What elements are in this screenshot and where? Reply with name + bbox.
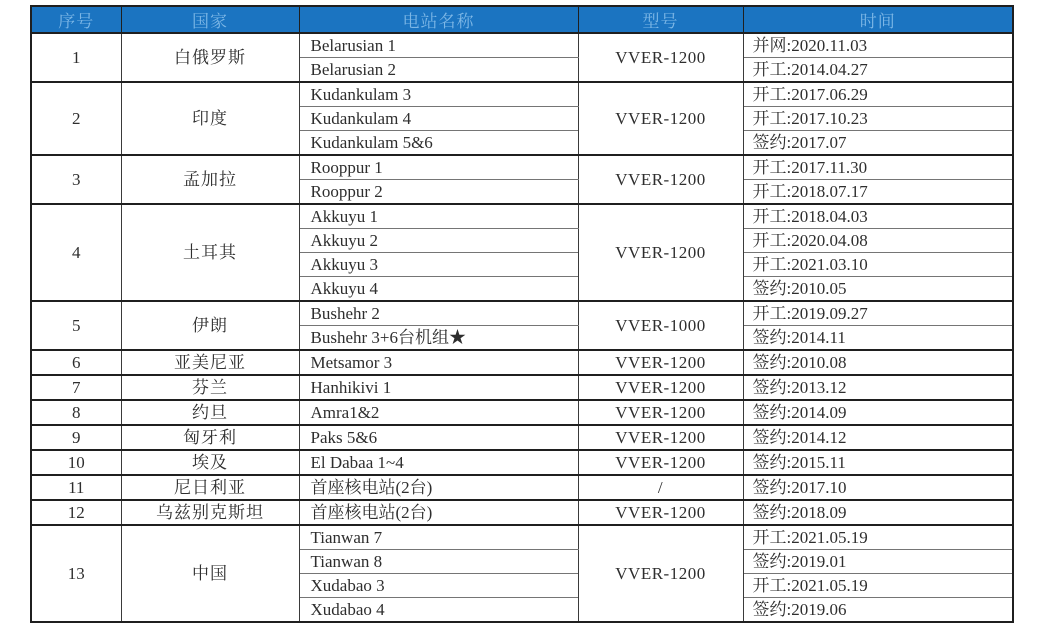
plant-cell: Xudabao 4	[299, 598, 578, 623]
serial-cell: 1	[31, 33, 121, 82]
col-header-country: 国家	[121, 6, 299, 33]
time-cell: 开工:2018.04.03	[743, 204, 1013, 229]
country-cell: 约旦	[121, 400, 299, 425]
plant-cell: 首座核电站(2台)	[299, 500, 578, 525]
model-cell: VVER-1200	[578, 400, 743, 425]
country-cell: 亚美尼亚	[121, 350, 299, 375]
country-cell: 尼日利亚	[121, 475, 299, 500]
serial-cell: 13	[31, 525, 121, 622]
plant-cell: Metsamor 3	[299, 350, 578, 375]
time-cell: 并网:2020.11.03	[743, 33, 1013, 58]
country-cell: 中国	[121, 525, 299, 622]
model-cell: VVER-1200	[578, 525, 743, 622]
time-cell: 开工:2021.05.19	[743, 574, 1013, 598]
serial-cell: 4	[31, 204, 121, 301]
plant-cell: Kudankulam 4	[299, 107, 578, 131]
serial-cell: 11	[31, 475, 121, 500]
country-cell: 孟加拉	[121, 155, 299, 204]
model-cell: VVER-1200	[578, 425, 743, 450]
col-header-plant: 电站名称	[299, 6, 578, 33]
time-cell: 开工:2019.09.27	[743, 301, 1013, 326]
time-cell: 签约:2010.08	[743, 350, 1013, 375]
time-cell: 开工:2017.06.29	[743, 82, 1013, 107]
plant-cell: Bushehr 2	[299, 301, 578, 326]
time-cell: 开工:2017.10.23	[743, 107, 1013, 131]
table-row	[31, 500, 1013, 525]
time-cell: 签约:2014.11	[743, 326, 1013, 351]
table-header	[31, 6, 1013, 33]
time-cell: 签约:2013.12	[743, 375, 1013, 400]
time-cell: 签约:2017.10	[743, 475, 1013, 500]
model-cell: VVER-1000	[578, 301, 743, 350]
country-cell: 埃及	[121, 450, 299, 475]
serial-cell: 12	[31, 500, 121, 525]
time-cell: 签约:2014.12	[743, 425, 1013, 450]
plant-cell: Kudankulam 3	[299, 82, 578, 107]
table-body	[31, 33, 1013, 622]
table-row	[31, 525, 1013, 550]
table-row	[31, 350, 1013, 375]
serial-cell: 5	[31, 301, 121, 350]
plant-cell: Hanhikivi 1	[299, 375, 578, 400]
plant-cell: Akkuyu 1	[299, 204, 578, 229]
table-row	[31, 204, 1013, 229]
plant-cell: Akkuyu 3	[299, 253, 578, 277]
time-cell: 开工:2017.11.30	[743, 155, 1013, 180]
table-row	[31, 301, 1013, 326]
serial-cell: 3	[31, 155, 121, 204]
plant-cell: Akkuyu 2	[299, 229, 578, 253]
time-cell: 签约:2014.09	[743, 400, 1013, 425]
table-row	[31, 475, 1013, 500]
table-row	[31, 82, 1013, 107]
time-cell: 签约:2017.07	[743, 131, 1013, 156]
model-cell: /	[578, 475, 743, 500]
time-cell: 开工:2021.05.19	[743, 525, 1013, 550]
plant-cell: Rooppur 1	[299, 155, 578, 180]
time-cell: 签约:2019.06	[743, 598, 1013, 623]
model-cell: VVER-1200	[578, 350, 743, 375]
plant-cell: Belarusian 2	[299, 58, 578, 83]
plant-cell: Tianwan 7	[299, 525, 578, 550]
table-row	[31, 155, 1013, 180]
time-cell: 开工:2020.04.08	[743, 229, 1013, 253]
serial-cell: 9	[31, 425, 121, 450]
plant-cell: Tianwan 8	[299, 550, 578, 574]
serial-cell: 7	[31, 375, 121, 400]
plant-cell: Kudankulam 5&6	[299, 131, 578, 156]
serial-cell: 8	[31, 400, 121, 425]
header-row	[31, 6, 1013, 33]
country-cell: 白俄罗斯	[121, 33, 299, 82]
country-cell: 土耳其	[121, 204, 299, 301]
plant-cell: Rooppur 2	[299, 180, 578, 205]
table-row	[31, 425, 1013, 450]
model-cell: VVER-1200	[578, 204, 743, 301]
col-header-model: 型号	[578, 6, 743, 33]
table-row	[31, 400, 1013, 425]
serial-cell: 10	[31, 450, 121, 475]
time-cell: 签约:2019.01	[743, 550, 1013, 574]
plant-cell: 首座核电站(2台)	[299, 475, 578, 500]
table-row	[31, 33, 1013, 58]
plant-cell: Amra1&2	[299, 400, 578, 425]
plant-cell: Akkuyu 4	[299, 277, 578, 302]
time-cell: 开工:2021.03.10	[743, 253, 1013, 277]
country-cell: 伊朗	[121, 301, 299, 350]
vver-projects-table	[30, 5, 1014, 623]
plant-cell: Belarusian 1	[299, 33, 578, 58]
model-cell: VVER-1200	[578, 500, 743, 525]
model-cell: VVER-1200	[578, 33, 743, 82]
time-cell: 签约:2015.11	[743, 450, 1013, 475]
model-cell: VVER-1200	[578, 82, 743, 155]
col-header-time: 时间	[743, 6, 1013, 33]
plant-cell: Bushehr 3+6台机组★	[299, 326, 578, 351]
table-row	[31, 375, 1013, 400]
model-cell: VVER-1200	[578, 375, 743, 400]
serial-cell: 6	[31, 350, 121, 375]
col-header-serial: 序号	[31, 6, 121, 33]
model-cell: VVER-1200	[578, 450, 743, 475]
plant-cell: El Dabaa 1~4	[299, 450, 578, 475]
time-cell: 签约:2010.05	[743, 277, 1013, 302]
country-cell: 芬兰	[121, 375, 299, 400]
country-cell: 匈牙利	[121, 425, 299, 450]
time-cell: 签约:2018.09	[743, 500, 1013, 525]
model-cell: VVER-1200	[578, 155, 743, 204]
country-cell: 印度	[121, 82, 299, 155]
plant-cell: Paks 5&6	[299, 425, 578, 450]
serial-cell: 2	[31, 82, 121, 155]
time-cell: 开工:2014.04.27	[743, 58, 1013, 83]
plant-cell: Xudabao 3	[299, 574, 578, 598]
time-cell: 开工:2018.07.17	[743, 180, 1013, 205]
country-cell: 乌兹别克斯坦	[121, 500, 299, 525]
table-row	[31, 450, 1013, 475]
